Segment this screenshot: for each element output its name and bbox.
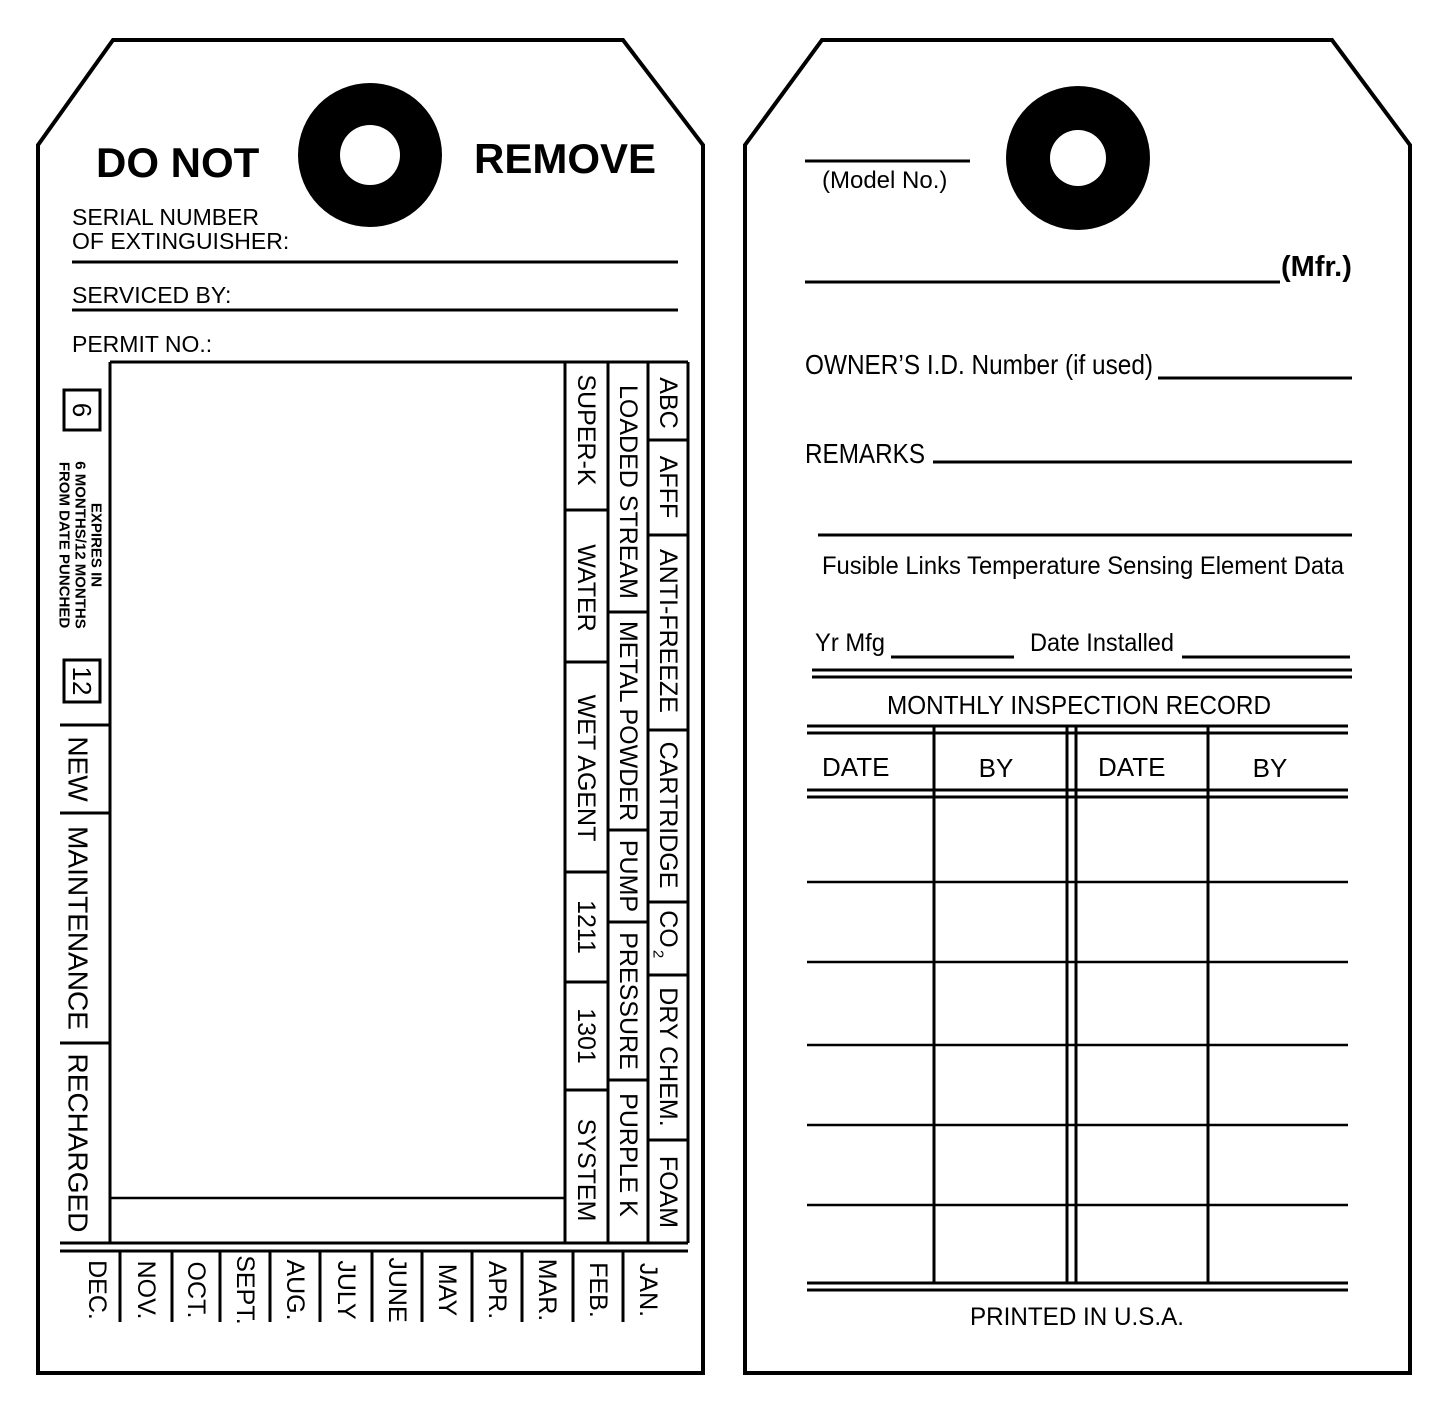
month-dec: DEC. bbox=[83, 1260, 111, 1320]
box-12-label: 12 bbox=[67, 666, 97, 696]
type-dry-chem: DRY CHEM. bbox=[654, 987, 682, 1127]
fusible-links-label: Fusible Links Temperature Sensing Element Data bbox=[822, 552, 1345, 580]
printed-in-usa: PRINTED IN U.S.A. bbox=[970, 1303, 1184, 1331]
type-system: SYSTEM bbox=[572, 1118, 600, 1222]
month-july: JULY bbox=[332, 1260, 360, 1320]
month-jan: JAN. bbox=[634, 1262, 662, 1318]
front-tag bbox=[38, 40, 703, 1373]
type-wet-agent: WET AGENT bbox=[572, 694, 600, 842]
type-purple-k: PURPLE K bbox=[614, 1093, 642, 1217]
type-pump: PUMP bbox=[614, 839, 642, 913]
back-tag bbox=[745, 40, 1410, 1373]
remarks-label: REMARKS bbox=[805, 438, 925, 469]
col-header-date-2: DATE bbox=[1098, 752, 1166, 782]
type-loaded-stream: LOADED STREAM bbox=[614, 385, 642, 599]
month-mar: MAR. bbox=[533, 1258, 561, 1322]
date-installed-label: Date Installed bbox=[1030, 629, 1174, 657]
col-header-by-2: BY bbox=[1252, 753, 1288, 783]
type-co2-label: CO bbox=[654, 910, 682, 948]
serviced-by-label: SERVICED BY: bbox=[72, 282, 232, 308]
service-type-maintenance: MAINTENANCE bbox=[62, 826, 94, 1030]
type-1211: 1211 bbox=[572, 900, 600, 954]
model-no-label: (Model No.) bbox=[822, 167, 948, 194]
expires-line-2: 6 MONTHS/12 MONTHS bbox=[71, 461, 89, 629]
month-june: JUNE bbox=[383, 1257, 411, 1323]
type-co2-subscript: 2 bbox=[649, 949, 667, 959]
serial-number-label: SERIAL NUMBER bbox=[72, 204, 260, 230]
month-sept: SEPT. bbox=[231, 1255, 259, 1325]
type-water: WATER bbox=[572, 544, 600, 632]
type-anti-freeze: ANTI-FREEZE bbox=[654, 549, 682, 713]
month-apr: APR. bbox=[483, 1260, 511, 1320]
permit-no-label: PERMIT NO.: bbox=[72, 331, 213, 357]
serial-number-label-2: OF EXTINGUISHER: bbox=[72, 228, 290, 254]
type-metal-powder: METAL POWDER bbox=[614, 620, 642, 822]
type-1301: 1301 bbox=[572, 1008, 600, 1064]
yr-mfg-label: Yr Mfg bbox=[815, 629, 885, 657]
col-header-date-1: DATE bbox=[822, 752, 890, 782]
type-cartridge: CARTRIDGE bbox=[654, 741, 682, 889]
service-type-recharged: RECHARGED bbox=[62, 1053, 94, 1233]
month-nov: NOV. bbox=[132, 1260, 160, 1320]
front-grommet-hole bbox=[340, 125, 400, 185]
heading-remove: REMOVE bbox=[474, 135, 657, 182]
month-may: MAY bbox=[433, 1263, 461, 1317]
month-oct: OCT. bbox=[182, 1261, 210, 1319]
back-grommet-hole bbox=[1050, 130, 1106, 186]
heading-do-not: DO NOT bbox=[96, 139, 260, 186]
month-aug: AUG. bbox=[281, 1259, 309, 1321]
type-foam: FOAM bbox=[654, 1155, 682, 1229]
expires-line-1: EXPIRES IN bbox=[87, 502, 105, 588]
expires-line-3: FROM DATE PUNCHED bbox=[55, 461, 73, 629]
col-header-by-1: BY bbox=[978, 753, 1014, 783]
owner-id-label: OWNER’S I.D. Number (if used) bbox=[805, 349, 1153, 380]
monthly-inspection-title: MONTHLY INSPECTION RECORD bbox=[887, 690, 1271, 720]
type-pressure: PRESSURE bbox=[614, 932, 642, 1070]
service-type-new: NEW bbox=[62, 736, 94, 802]
mfr-label: (Mfr.) bbox=[1281, 251, 1352, 283]
box-6-label: 6 bbox=[67, 402, 97, 418]
type-afff: AFFF bbox=[654, 455, 682, 519]
month-feb: FEB. bbox=[584, 1262, 612, 1318]
type-super-k: SUPER-K bbox=[572, 374, 600, 486]
type-abc: ABC bbox=[654, 377, 682, 429]
